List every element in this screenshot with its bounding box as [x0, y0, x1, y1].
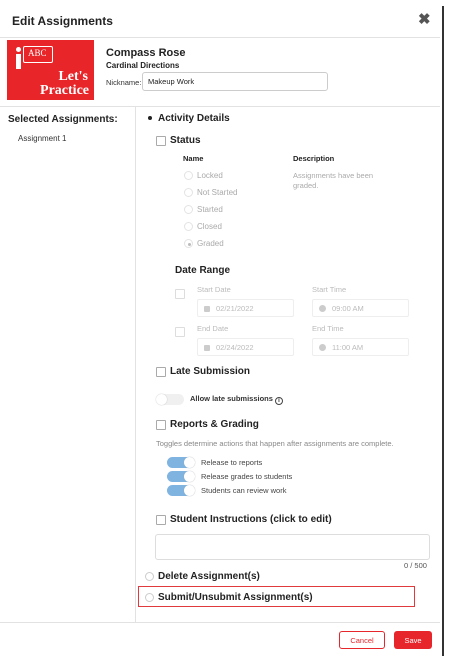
teacher-head-shape — [16, 47, 21, 52]
toggle-knob — [156, 394, 167, 405]
status-title: Status — [170, 135, 201, 146]
delete-assignments-radio[interactable] — [145, 572, 154, 581]
end-date-value: 02/24/2022 — [216, 343, 254, 352]
status-label-closed: Closed — [197, 222, 222, 231]
course-subtitle: Cardinal Directions — [106, 61, 180, 70]
start-date-label: Start Date — [197, 285, 231, 294]
status-radio-started[interactable] — [184, 205, 193, 214]
instructions-char-counter: 0 / 500 — [404, 561, 427, 570]
release-to-reports-label: Release to reports — [201, 458, 263, 467]
divider-vertical — [135, 106, 136, 622]
save-button[interactable]: Save — [394, 631, 432, 649]
allow-late-submissions-toggle[interactable] — [156, 394, 184, 405]
dialog-header — [0, 0, 440, 38]
allow-late-submissions-label — [190, 394, 283, 405]
clock-icon — [319, 305, 326, 312]
info-icon[interactable]: i — [275, 397, 283, 405]
release-grades-toggle[interactable] — [167, 471, 195, 482]
calendar-icon — [204, 345, 210, 351]
banner-text-practice: Practice — [40, 83, 89, 98]
review-work-label: Students can review work — [201, 486, 287, 495]
date-range-title: Date Range — [175, 265, 231, 276]
start-time-label: Start Time — [312, 285, 347, 294]
status-description: Assignments have been graded. — [293, 171, 374, 190]
status-name-header: Name — [183, 154, 204, 163]
end-date-field[interactable] — [197, 338, 294, 356]
submit-unsubmit-radio[interactable] — [145, 593, 154, 602]
student-instructions-title[interactable]: Student Instructions (click to edit) — [170, 514, 332, 525]
reports-helper-text: Toggles determine actions that happen after assignments are complete. — [156, 439, 394, 448]
start-date-checkbox[interactable] — [175, 289, 185, 299]
activity-details-title: Activity Details — [158, 113, 230, 124]
calendar-icon — [204, 306, 210, 312]
end-date-label: End Date — [197, 324, 229, 333]
selected-assignments-title: Selected Assignments: — [8, 114, 118, 125]
reports-grading-checkbox[interactable] — [156, 420, 166, 430]
teacher-body-shape — [16, 54, 21, 69]
status-label-locked: Locked — [197, 171, 223, 180]
status-checkbox[interactable] — [156, 136, 166, 146]
nickname-label: Nickname: — [106, 78, 142, 87]
end-date-checkbox[interactable] — [175, 327, 185, 337]
status-label-graded: Graded — [197, 239, 224, 248]
status-description-header: Description — [293, 154, 335, 163]
status-radio-closed[interactable] — [184, 222, 193, 231]
start-date-value: 02/21/2022 — [216, 304, 254, 313]
submit-unsubmit-label: Submit/Unsubmit Assignment(s) — [158, 592, 313, 603]
allow-late-submissions-text: Allow late submissions — [190, 394, 273, 403]
start-time-value: 09:00 AM — [332, 304, 364, 313]
status-radio-locked[interactable] — [184, 171, 193, 180]
release-to-reports-toggle[interactable] — [167, 457, 195, 468]
banner-text-lets: Let's — [58, 69, 88, 84]
toggle-knob — [184, 471, 195, 482]
end-time-value: 11:00 AM — [332, 343, 364, 352]
nickname-input[interactable]: Makeup Work — [142, 72, 328, 91]
release-grades-label: Release grades to students — [201, 472, 293, 481]
toggle-knob — [184, 485, 195, 496]
reports-grading-title: Reports & Grading — [170, 419, 259, 430]
delete-assignments-label: Delete Assignment(s) — [158, 571, 260, 582]
divider — [0, 106, 440, 107]
course-banner-image — [7, 40, 94, 100]
review-work-toggle[interactable] — [167, 485, 195, 496]
status-radio-graded[interactable] — [184, 239, 193, 248]
window-edge — [442, 6, 444, 656]
course-name: Compass Rose — [106, 47, 186, 59]
toggle-knob — [184, 457, 195, 468]
status-radio-not-started[interactable] — [184, 188, 193, 197]
sidebar-item-assignment-1[interactable]: Assignment 1 — [18, 134, 67, 143]
start-date-field[interactable] — [197, 299, 294, 317]
clock-icon — [319, 344, 326, 351]
student-instructions-checkbox[interactable] — [156, 515, 166, 525]
bullet-icon — [148, 116, 152, 120]
chalkboard-text: ABC — [28, 48, 47, 58]
cancel-button[interactable]: Cancel — [339, 631, 385, 649]
late-submission-title: Late Submission — [170, 366, 251, 377]
chalkboard-shape — [23, 46, 53, 63]
late-submission-checkbox[interactable] — [156, 367, 166, 377]
student-instructions-textarea[interactable] — [155, 534, 430, 560]
status-label-not-started: Not Started — [197, 188, 238, 197]
start-time-field[interactable] — [312, 299, 409, 317]
status-label-started: Started — [197, 205, 223, 214]
end-time-label: End Time — [312, 324, 344, 333]
end-time-field[interactable] — [312, 338, 409, 356]
close-icon[interactable]: ✖ — [418, 11, 431, 28]
dialog-title: Edit Assignments — [12, 14, 113, 28]
